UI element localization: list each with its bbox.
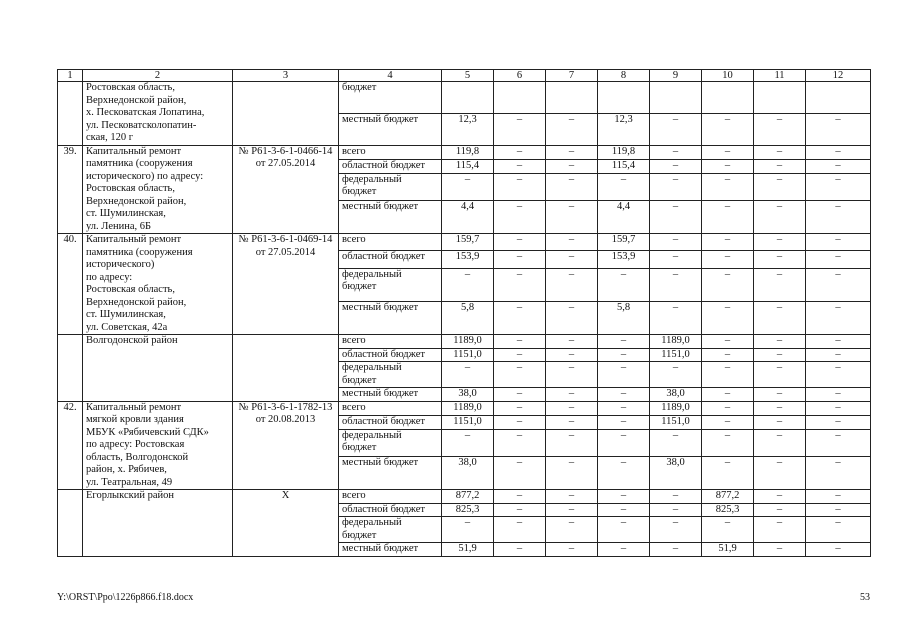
permit-cell: № Р61-3-6-1-0469-14 от 27.05.2014: [233, 234, 339, 335]
amount-cell: –: [650, 201, 702, 234]
amount-cell: 159,7: [598, 234, 650, 251]
amount-cell: –: [754, 201, 806, 234]
amount-cell: –: [650, 490, 702, 504]
amount-cell: –: [702, 429, 754, 456]
funding-source-cell: местный бюджет: [339, 543, 442, 557]
amount-cell: –: [494, 415, 546, 429]
row-number-cell: [58, 82, 83, 146]
amount-cell: –: [702, 268, 754, 301]
amount-cell: –: [754, 335, 806, 349]
amount-cell: –: [546, 268, 598, 301]
amount-cell: –: [702, 335, 754, 349]
funding-source-cell: федеральный бюджет: [339, 517, 442, 543]
budget-table: [57, 69, 871, 557]
column-header: 2: [83, 70, 233, 82]
amount-cell: –: [754, 113, 806, 145]
amount-cell: –: [494, 201, 546, 234]
amount-cell: –: [494, 159, 546, 173]
amount-cell: 38,0: [442, 457, 494, 490]
column-header: 8: [598, 70, 650, 82]
column-header: 4: [339, 70, 442, 82]
amount-cell: –: [702, 401, 754, 415]
amount-cell: 51,9: [702, 543, 754, 557]
amount-cell: –: [598, 401, 650, 415]
amount-cell: –: [702, 388, 754, 402]
amount-cell: –: [754, 415, 806, 429]
amount-cell: [494, 82, 546, 114]
amount-cell: 825,3: [442, 503, 494, 517]
amount-cell: –: [806, 388, 871, 402]
amount-cell: –: [650, 302, 702, 335]
amount-cell: –: [494, 429, 546, 456]
amount-cell: 12,3: [598, 113, 650, 145]
funding-source-cell: федеральный бюджет: [339, 429, 442, 456]
amount-cell: –: [442, 429, 494, 456]
amount-cell: –: [598, 362, 650, 388]
amount-cell: –: [494, 457, 546, 490]
amount-cell: –: [598, 173, 650, 200]
row-number-cell: 42.: [58, 401, 83, 490]
amount-cell: 51,9: [442, 543, 494, 557]
amount-cell: –: [546, 159, 598, 173]
amount-cell: [442, 82, 494, 114]
amount-cell: 115,4: [442, 159, 494, 173]
amount-cell: –: [494, 490, 546, 504]
amount-cell: –: [494, 302, 546, 335]
amount-cell: –: [702, 348, 754, 362]
amount-cell: –: [546, 234, 598, 251]
amount-cell: –: [754, 490, 806, 504]
amount-cell: 825,3: [702, 503, 754, 517]
object-description-cell: Егорлыкский район: [83, 490, 233, 557]
amount-cell: 877,2: [702, 490, 754, 504]
amount-cell: –: [442, 362, 494, 388]
amount-cell: –: [494, 503, 546, 517]
amount-cell: –: [546, 503, 598, 517]
amount-cell: 153,9: [442, 251, 494, 268]
amount-cell: –: [546, 429, 598, 456]
column-header: 5: [442, 70, 494, 82]
amount-cell: –: [546, 302, 598, 335]
funding-source-cell: федеральный бюджет: [339, 268, 442, 301]
amount-cell: –: [702, 145, 754, 159]
amount-cell: –: [494, 113, 546, 145]
page-number: 53: [860, 592, 870, 603]
amount-cell: –: [546, 543, 598, 557]
amount-cell: –: [754, 173, 806, 200]
amount-cell: –: [546, 457, 598, 490]
amount-cell: –: [546, 388, 598, 402]
table-row: [58, 82, 871, 114]
amount-cell: –: [806, 401, 871, 415]
funding-source-cell: всего: [339, 234, 442, 251]
permit-cell: № Р61-3-6-1-1782-13 от 20.08.2013: [233, 401, 339, 490]
funding-source-cell: местный бюджет: [339, 113, 442, 145]
amount-cell: 5,8: [598, 302, 650, 335]
table-row: [58, 234, 871, 251]
permit-cell: [233, 82, 339, 146]
table-header: [58, 70, 871, 82]
amount-cell: –: [442, 173, 494, 200]
table-body: [58, 82, 871, 557]
funding-source-cell: всего: [339, 490, 442, 504]
amount-cell: –: [494, 517, 546, 543]
amount-cell: 5,8: [442, 302, 494, 335]
amount-cell: –: [754, 401, 806, 415]
amount-cell: –: [598, 429, 650, 456]
amount-cell: –: [546, 415, 598, 429]
amount-cell: –: [546, 251, 598, 268]
amount-cell: –: [546, 201, 598, 234]
amount-cell: –: [494, 173, 546, 200]
row-number-cell: [58, 490, 83, 557]
amount-cell: –: [754, 362, 806, 388]
amount-cell: 159,7: [442, 234, 494, 251]
funding-source-cell: всего: [339, 401, 442, 415]
column-header: 11: [754, 70, 806, 82]
amount-cell: 1189,0: [442, 335, 494, 349]
amount-cell: –: [598, 268, 650, 301]
column-header: 6: [494, 70, 546, 82]
amount-cell: –: [754, 145, 806, 159]
amount-cell: –: [546, 173, 598, 200]
amount-cell: –: [650, 145, 702, 159]
amount-cell: –: [598, 415, 650, 429]
amount-cell: –: [806, 145, 871, 159]
amount-cell: –: [442, 517, 494, 543]
funding-source-cell: местный бюджет: [339, 388, 442, 402]
object-description-cell: Капитальный ремонт памятника (сооружения исторического) по адресу: Ростовская область, Верхнедонской район, ст. Шумилинская, ул. Ленина, 6Б: [83, 145, 233, 234]
amount-cell: –: [494, 388, 546, 402]
column-header: 9: [650, 70, 702, 82]
amount-cell: –: [650, 503, 702, 517]
funding-source-cell: областной бюджет: [339, 503, 442, 517]
funding-source-cell: областной бюджет: [339, 159, 442, 173]
amount-cell: –: [754, 348, 806, 362]
amount-cell: –: [494, 268, 546, 301]
amount-cell: –: [702, 201, 754, 234]
amount-cell: –: [494, 145, 546, 159]
amount-cell: –: [494, 251, 546, 268]
table-row: [58, 401, 871, 415]
amount-cell: 119,8: [442, 145, 494, 159]
amount-cell: –: [650, 429, 702, 456]
amount-cell: –: [702, 173, 754, 200]
amount-cell: 1189,0: [650, 401, 702, 415]
amount-cell: –: [754, 429, 806, 456]
amount-cell: –: [650, 173, 702, 200]
amount-cell: –: [806, 429, 871, 456]
amount-cell: –: [546, 335, 598, 349]
amount-cell: 1189,0: [650, 335, 702, 349]
amount-cell: –: [598, 490, 650, 504]
amount-cell: –: [806, 503, 871, 517]
amount-cell: –: [806, 490, 871, 504]
amount-cell: [598, 82, 650, 114]
column-header: 12: [806, 70, 871, 82]
amount-cell: –: [598, 388, 650, 402]
funding-source-cell: местный бюджет: [339, 457, 442, 490]
amount-cell: –: [494, 362, 546, 388]
amount-cell: –: [754, 159, 806, 173]
permit-cell: Х: [233, 490, 339, 557]
amount-cell: –: [650, 543, 702, 557]
amount-cell: –: [546, 490, 598, 504]
amount-cell: 1189,0: [442, 401, 494, 415]
row-number-cell: 40.: [58, 234, 83, 335]
amount-cell: –: [442, 268, 494, 301]
column-header: 3: [233, 70, 339, 82]
amount-cell: –: [650, 234, 702, 251]
object-description-cell: Ростовская область, Верхнедонской район, х. Песковатская Лопатина, ул. Песковатсколопатин- ская, 120 г: [83, 82, 233, 146]
amount-cell: –: [806, 234, 871, 251]
amount-cell: 1151,0: [442, 415, 494, 429]
permit-cell: [233, 335, 339, 402]
amount-cell: –: [494, 348, 546, 362]
funding-source-cell: областной бюджет: [339, 348, 442, 362]
amount-cell: 4,4: [442, 201, 494, 234]
footer-file-path: Y:\ORST\Ppo\1226p866.f18.docx: [57, 592, 194, 603]
amount-cell: –: [546, 145, 598, 159]
funding-source-cell: областной бюджет: [339, 251, 442, 268]
amount-cell: –: [806, 335, 871, 349]
amount-cell: 38,0: [650, 457, 702, 490]
row-number-cell: [58, 335, 83, 402]
amount-cell: –: [806, 348, 871, 362]
amount-cell: [754, 82, 806, 114]
amount-cell: –: [546, 113, 598, 145]
amount-cell: –: [806, 457, 871, 490]
amount-cell: –: [494, 234, 546, 251]
amount-cell: –: [754, 517, 806, 543]
amount-cell: –: [702, 113, 754, 145]
funding-source-cell: местный бюджет: [339, 302, 442, 335]
amount-cell: –: [754, 234, 806, 251]
amount-cell: –: [806, 517, 871, 543]
column-header: 1: [58, 70, 83, 82]
amount-cell: –: [650, 251, 702, 268]
funding-source-cell: федеральный бюджет: [339, 173, 442, 200]
funding-source-cell: областной бюджет: [339, 415, 442, 429]
amount-cell: –: [806, 159, 871, 173]
permit-cell: № Р61-3-6-1-0466-14 от 27.05.2014: [233, 145, 339, 234]
funding-source-cell: всего: [339, 335, 442, 349]
object-description-cell: Капитальный ремонт памятника (сооружения исторического) по адресу: Ростовская область, Верхнедонской район, ст. Шумилинская, ул. Советская, 42а: [83, 234, 233, 335]
amount-cell: –: [806, 173, 871, 200]
funding-source-cell: федеральный бюджет: [339, 362, 442, 388]
amount-cell: 38,0: [650, 388, 702, 402]
amount-cell: –: [754, 543, 806, 557]
amount-cell: –: [754, 251, 806, 268]
table-row: [58, 335, 871, 349]
amount-cell: 119,8: [598, 145, 650, 159]
amount-cell: –: [546, 517, 598, 543]
amount-cell: [546, 82, 598, 114]
amount-cell: –: [754, 268, 806, 301]
object-description-cell: Капитальный ремонт мягкой кровли здания МБУК «Рябичевский СДК» по адресу: Ростовская область, Волгодонской район, х. Рябичев, ул. Театральная, 49: [83, 401, 233, 490]
amount-cell: –: [546, 401, 598, 415]
amount-cell: –: [754, 302, 806, 335]
amount-cell: –: [598, 457, 650, 490]
column-header: 7: [546, 70, 598, 82]
header-row: [58, 70, 871, 82]
amount-cell: –: [546, 348, 598, 362]
funding-source-cell: местный бюджет: [339, 201, 442, 234]
table-row: [58, 490, 871, 504]
amount-cell: [650, 82, 702, 114]
amount-cell: –: [806, 201, 871, 234]
amount-cell: 1151,0: [442, 348, 494, 362]
amount-cell: –: [702, 251, 754, 268]
amount-cell: –: [702, 302, 754, 335]
amount-cell: –: [702, 234, 754, 251]
amount-cell: –: [598, 348, 650, 362]
amount-cell: 38,0: [442, 388, 494, 402]
amount-cell: –: [806, 543, 871, 557]
amount-cell: –: [494, 335, 546, 349]
row-number-cell: 39.: [58, 145, 83, 234]
object-description-cell: Волгодонской район: [83, 335, 233, 402]
table-row: [58, 145, 871, 159]
amount-cell: –: [650, 159, 702, 173]
amount-cell: –: [650, 113, 702, 145]
funding-source-cell: всего: [339, 145, 442, 159]
amount-cell: –: [598, 335, 650, 349]
amount-cell: –: [546, 362, 598, 388]
amount-cell: –: [494, 401, 546, 415]
amount-cell: –: [702, 415, 754, 429]
amount-cell: [806, 82, 871, 114]
amount-cell: –: [806, 251, 871, 268]
amount-cell: –: [598, 503, 650, 517]
funding-source-cell: бюджет: [339, 82, 442, 114]
amount-cell: –: [806, 268, 871, 301]
amount-cell: –: [598, 517, 650, 543]
amount-cell: –: [806, 113, 871, 145]
amount-cell: –: [702, 517, 754, 543]
amount-cell: 1151,0: [650, 348, 702, 362]
amount-cell: 12,3: [442, 113, 494, 145]
amount-cell: –: [806, 362, 871, 388]
amount-cell: –: [650, 517, 702, 543]
amount-cell: –: [702, 457, 754, 490]
amount-cell: 877,2: [442, 490, 494, 504]
column-header: 10: [702, 70, 754, 82]
amount-cell: –: [702, 159, 754, 173]
amount-cell: 115,4: [598, 159, 650, 173]
amount-cell: 153,9: [598, 251, 650, 268]
amount-cell: –: [650, 362, 702, 388]
amount-cell: –: [598, 543, 650, 557]
amount-cell: –: [754, 388, 806, 402]
amount-cell: –: [754, 457, 806, 490]
amount-cell: –: [650, 268, 702, 301]
amount-cell: –: [806, 302, 871, 335]
amount-cell: –: [702, 362, 754, 388]
amount-cell: –: [494, 543, 546, 557]
amount-cell: 4,4: [598, 201, 650, 234]
amount-cell: [702, 82, 754, 114]
amount-cell: 1151,0: [650, 415, 702, 429]
amount-cell: –: [754, 503, 806, 517]
amount-cell: –: [806, 415, 871, 429]
